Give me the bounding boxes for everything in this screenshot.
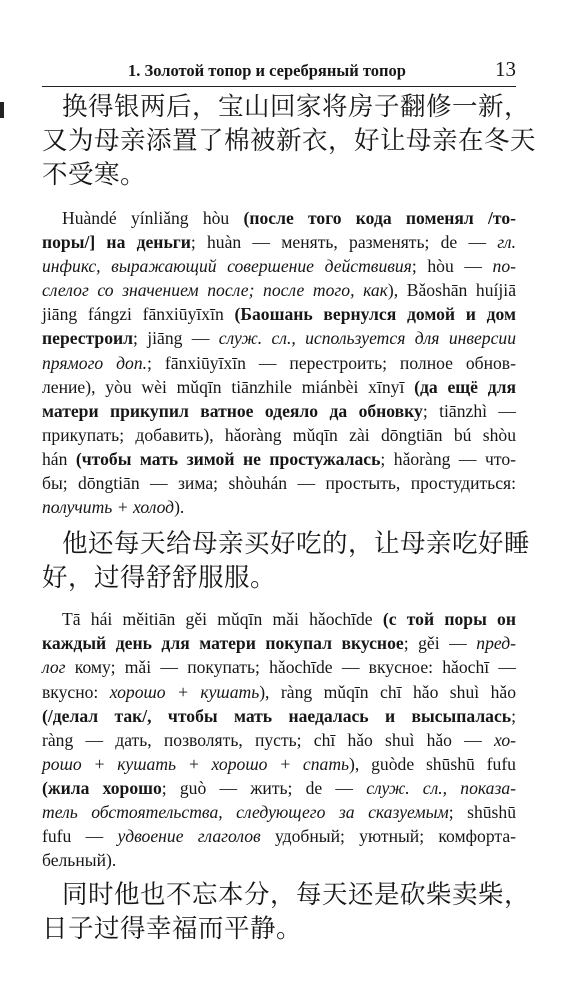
spine-mark — [0, 102, 4, 118]
gloss-line: поры/] на деньги; huàn — менять, разменять; de — гл. — [42, 232, 516, 253]
gloss-line: бельный). — [42, 850, 117, 871]
gloss-line: слелог со значением после; после того, как), Bǎoshān huíjiā — [42, 280, 516, 301]
gloss-line: каждый день для матери покупал вкусное; gěi — пред- — [42, 633, 517, 654]
running-header — [42, 56, 516, 87]
gloss-line: fufu — удвоение глаголов удобный; уютный; комфорта- — [42, 826, 516, 847]
gloss-line: hán (чтобы мать зимой не простужалась; hǎoràng — что- — [42, 448, 516, 469]
page-spine-edge — [0, 0, 6, 1000]
gloss-line: jiāng fángzi fānxiūyīxīn (Баошань вернулся домой и дом — [42, 304, 516, 325]
gloss-line: тель обстоятельства, следующего за сказуемым; shūshū — [42, 801, 517, 822]
chinese-line: 好，过得舒舒服服。 — [42, 563, 277, 594]
gloss-line: вкусно: хорошо + кушать), ràng mǔqīn chī hǎo shuì hǎo — [42, 681, 516, 702]
gloss-line: перестроил; jiāng — служ. сл., используется для инверсии — [42, 328, 517, 349]
gloss-line: получить + холод). — [42, 497, 185, 518]
gloss-paragraph-1 — [42, 206, 516, 519]
chinese-line: 换得银两后，宝山回家将房子翻修一新， — [62, 92, 531, 122]
chinese-paragraph-1 — [42, 90, 537, 192]
gloss-line: инфикс, выражающий совершение действивия; hòu — по- — [42, 256, 516, 277]
gloss-line: прикупать; добавить), hǎoràng mǔqīn zài dōngtiān bú shòu — [42, 424, 516, 445]
gloss-paragraph-2 — [42, 607, 516, 872]
chinese-line: 同时他也不忘本分，每天还是砍柴卖柴， — [62, 880, 531, 911]
gloss-line: лог кому; mǎi — покупать; hǎochīde — вкусное: hǎochī — — [42, 657, 516, 678]
gloss-line: рошо + кушать + хорошо + спать), guòde shūshū fufu — [42, 753, 516, 774]
chinese-line: 他还每天给母亲买好吃的，让母亲吃好睡 — [62, 529, 531, 560]
page-number: 13 — [495, 57, 516, 81]
gloss-line: (жила хорошо; guò — жить; de — служ. сл., показа- — [42, 777, 516, 798]
gloss-line: матери прикупил ватное одеяло да обновку; tiānzhì — — [42, 400, 516, 421]
chinese-line: 又为母亲添置了棉被新衣，好让母亲在冬天 — [42, 126, 537, 156]
chinese-line: 不受寒。 — [42, 160, 147, 190]
gloss-line: (/делал так/, чтобы мать наедалась и высыпалась; — [42, 705, 516, 726]
gloss-line: Tā hái měitiān gěi mǔqīn mǎi hǎochīde (с той поры он — [62, 609, 516, 630]
page-content — [42, 88, 537, 946]
gloss-line: бы; dōngtiān — зима; shòuhán — простыть, простудиться: — [42, 473, 516, 494]
gloss-line: ление), yòu wèi mǔqīn tiānzhile miánbèi xīnyī (да ещё для — [42, 376, 516, 397]
gloss-line: ràng — дать, позволять, пусть; chī hǎo shuì hǎo — хо- — [42, 729, 516, 750]
gloss-line: прямого доп.; fānxiūyīxīn — перестроить; полное обнов- — [42, 352, 516, 373]
chinese-paragraph-2 — [42, 527, 531, 595]
chinese-paragraph-3 — [42, 878, 531, 946]
chapter-title: 1. Золотой топор и серебряный топор — [128, 61, 406, 80]
gloss-line: Huàndé yínliǎng hòu (после того кода поменял /то- — [62, 208, 516, 228]
chinese-line: 日子过得幸福而平静。 — [42, 914, 303, 945]
